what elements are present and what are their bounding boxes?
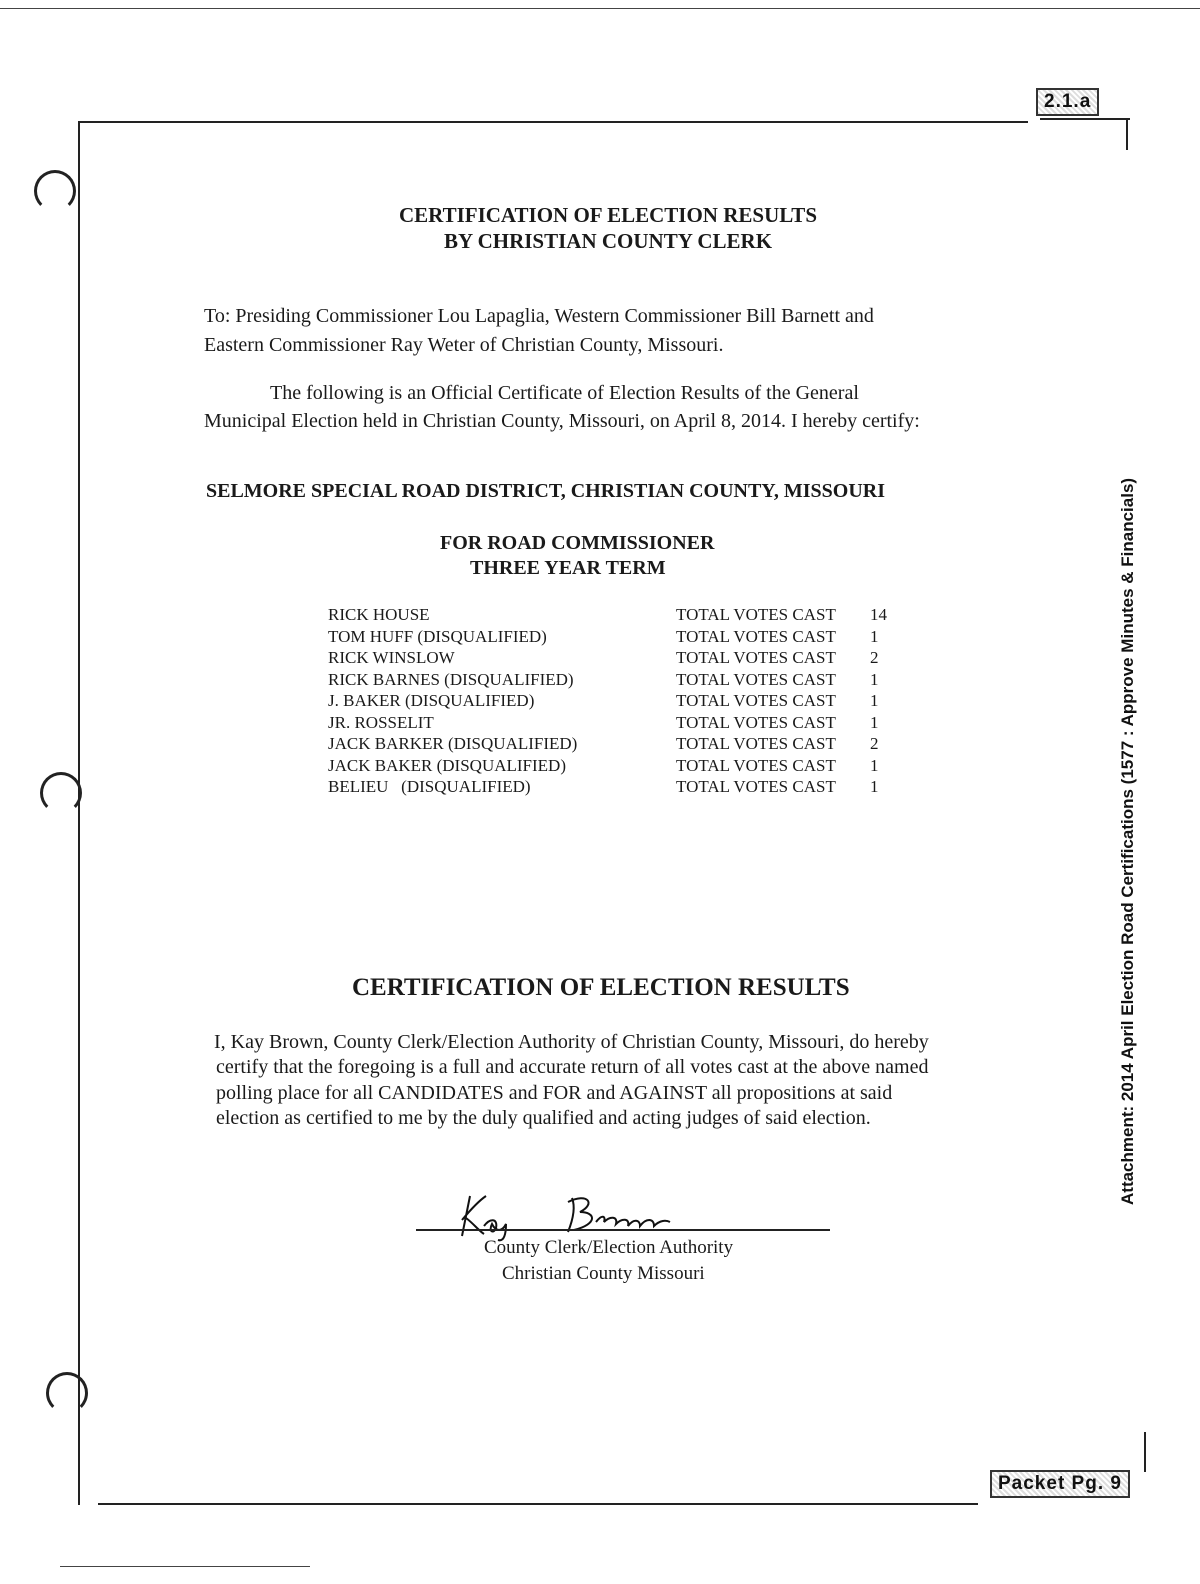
candidate-name: JR. ROSSELIT [328, 712, 434, 732]
votes-label: TOTAL VOTES CAST [676, 669, 836, 689]
document-subtitle: BY CHRISTIAN COUNTY CLERK [443, 229, 773, 253]
votes-label: TOTAL VOTES CAST [676, 691, 836, 710]
hole-punch-icon [46, 1372, 88, 1414]
candidate-name: BELIEU (DISQUALIFIED) [328, 777, 531, 796]
certification-line-1: I, Kay Brown, County Clerk/Election Authority of Christian County, Missouri, do hereby [214, 1031, 929, 1053]
candidate-name: J. BAKER (DISQUALIFIED) [328, 691, 535, 710]
district-heading: SELMORE SPECIAL ROAD DISTRICT, CHRISTIAN COUNTY, MISSOURI [206, 480, 886, 502]
vote-count: 1 [870, 777, 879, 796]
candidate-name: RICK WINSLOW [328, 648, 455, 667]
votes-label: TOTAL VOTES CAST [676, 712, 836, 732]
votes-label: TOTAL VOTES CAST [676, 734, 836, 753]
signature-line [416, 1229, 830, 1231]
page-frame-right-top [1126, 118, 1128, 150]
document-title: CERTIFICATION OF ELECTION RESULTS [398, 203, 817, 227]
attachment-side-label: Attachment: 2014 April Election Road Certifications (1577 : Approve Minutes & Financials) [1118, 477, 1137, 1205]
page-frame-top [78, 121, 1028, 123]
hole-punch-icon [40, 772, 82, 814]
intro-line-2: Municipal Election held in Christian County, Missouri, on April 8, 2014. I hereby certify: [204, 410, 920, 432]
handwritten-signature [440, 1188, 700, 1242]
certification-line-4: election as certified to me by the duly qualified and acting judges of said election. [216, 1107, 871, 1129]
vote-count: 1 [870, 755, 879, 775]
vote-count: 2 [870, 734, 879, 753]
candidate-name: TOM HUFF (DISQUALIFIED) [328, 626, 547, 646]
term-heading: THREE YEAR TERM [470, 557, 666, 579]
scan-bottom-line [60, 1566, 310, 1567]
votes-label: TOTAL VOTES CAST [676, 648, 836, 667]
candidate-name: JACK BAKER (DISQUALIFIED) [328, 755, 566, 775]
votes-label: TOTAL VOTES CAST [676, 777, 836, 796]
packet-page-stamp: Packet Pg. 9 [990, 1470, 1130, 1498]
vote-count: 1 [870, 691, 879, 710]
agenda-item-stamp: 2.1.a [1036, 88, 1099, 116]
addressee-line-1: To: Presiding Commissioner Lou Lapaglia, Western Commissioner Bill Barnett and [204, 305, 874, 327]
certification-line-2: certify that the foregoing is a full and accurate return of all votes cast at the above named [216, 1056, 929, 1078]
signer-location: Christian County Missouri [502, 1263, 705, 1284]
office-heading: FOR ROAD COMMISSIONER [440, 532, 715, 554]
intro-line-1: The following is an Official Certificate of Election Results of the General [270, 382, 859, 404]
signer-title: County Clerk/Election Authority [484, 1237, 734, 1258]
candidate-name: RICK BARNES (DISQUALIFIED) [328, 669, 574, 689]
votes-label: TOTAL VOTES CAST [676, 626, 836, 646]
candidate-name: JACK BARKER (DISQUALIFIED) [328, 734, 578, 753]
page-frame-right-bottom [1144, 1432, 1146, 1472]
certification-title: CERTIFICATION OF ELECTION RESULTS [352, 974, 850, 1001]
certification-line-3: polling place for all CANDIDATES and FOR and AGAINST all propositions at said [216, 1082, 893, 1104]
candidate-name: RICK HOUSE [328, 605, 430, 624]
votes-label: TOTAL VOTES CAST [676, 755, 836, 775]
scan-top-edge [0, 8, 1200, 9]
votes-label: TOTAL VOTES CAST [676, 605, 836, 624]
page-frame-top-right [1040, 118, 1130, 120]
vote-count: 1 [870, 626, 879, 646]
addressee-line-2: Eastern Commissioner Ray Weter of Christian County, Missouri. [204, 334, 724, 356]
page-frame-bottom [98, 1503, 978, 1505]
vote-count: 1 [870, 669, 879, 689]
vote-count: 1 [870, 712, 879, 732]
vote-count: 2 [870, 648, 879, 667]
vote-count: 14 [870, 605, 887, 624]
page-frame-left [78, 121, 80, 1505]
